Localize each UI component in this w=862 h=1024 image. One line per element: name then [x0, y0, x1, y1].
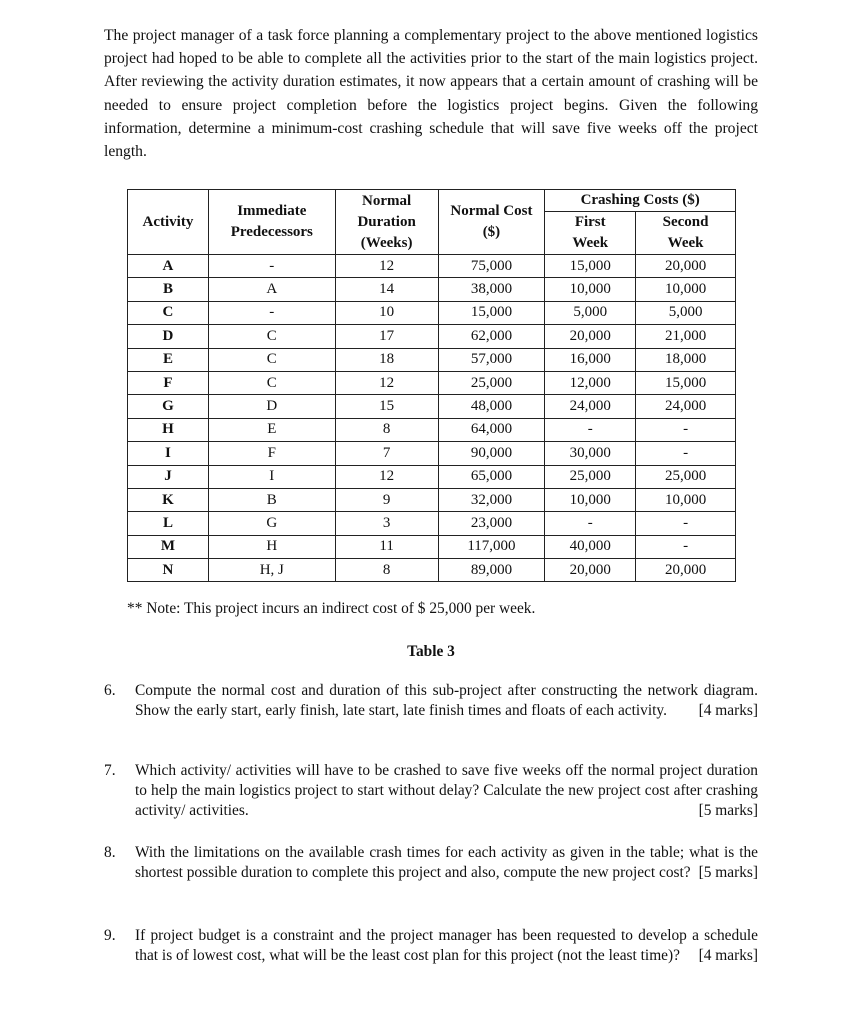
activity-cell: M — [128, 535, 209, 558]
first-week-cost-cell: - — [545, 512, 636, 535]
question-7 — [104, 761, 758, 821]
activity-cell: G — [128, 395, 209, 418]
duration-cell: 14 — [335, 278, 438, 301]
duration-cell: 17 — [335, 325, 438, 348]
second-week-cost-cell: 21,000 — [636, 325, 736, 348]
normal-cost-cell: 23,000 — [438, 512, 545, 535]
predecessor-cell: - — [208, 301, 335, 324]
normal-cost-cell: 38,000 — [438, 278, 545, 301]
duration-cell: 10 — [335, 301, 438, 324]
normal-cost-cell: 117,000 — [438, 535, 545, 558]
normal-cost-cell: 62,000 — [438, 325, 545, 348]
first-week-cost-cell: 20,000 — [545, 325, 636, 348]
duration-cell: 8 — [335, 559, 438, 582]
activity-cell: B — [128, 278, 209, 301]
header-second-line1: Second — [662, 214, 709, 230]
header-predecessors — [208, 190, 335, 255]
header-duration — [335, 190, 438, 255]
predecessor-cell: F — [208, 442, 335, 465]
header-second-line2: Week — [667, 235, 704, 251]
normal-cost-cell: 90,000 — [438, 442, 545, 465]
first-week-cost-cell: 10,000 — [545, 488, 636, 511]
table-row — [128, 488, 736, 511]
first-week-cost-cell: 40,000 — [545, 535, 636, 558]
header-duration-line3: (Weeks) — [360, 234, 413, 251]
duration-cell: 8 — [335, 418, 438, 441]
activity-cell: D — [128, 325, 209, 348]
predecessor-cell: I — [208, 465, 335, 488]
question-marks: [4 marks] — [698, 947, 758, 964]
table-caption: Table 3 — [407, 643, 455, 660]
table-row — [128, 535, 736, 558]
normal-cost-cell: 25,000 — [438, 371, 545, 394]
predecessor-cell: C — [208, 371, 335, 394]
normal-cost-cell: 64,000 — [438, 418, 545, 441]
second-week-cost-cell: 10,000 — [636, 488, 736, 511]
header-cost-line1: Normal Cost — [450, 203, 533, 219]
indirect-cost-note: ** Note: This project incurs an indirect cost of $ 25,000 per week. — [127, 600, 536, 617]
duration-cell: 11 — [335, 535, 438, 558]
table-row — [128, 559, 736, 582]
question-9 — [104, 926, 758, 966]
activity-cell: C — [128, 301, 209, 324]
predecessor-cell: C — [208, 325, 335, 348]
table-row — [128, 348, 736, 371]
duration-cell: 7 — [335, 442, 438, 465]
question-text: Which activity/ activities will have to be crashed to save five weeks off the normal project duration to help the main logistics project to start without delay? Calculate the new project cost after crashing activity/ activities. — [135, 762, 758, 819]
second-week-cost-cell: - — [636, 418, 736, 441]
table-row — [128, 418, 736, 441]
question-8 — [104, 843, 758, 883]
first-week-cost-cell: 15,000 — [545, 255, 636, 278]
activity-cell: K — [128, 488, 209, 511]
activity-cell: J — [128, 465, 209, 488]
duration-cell: 9 — [335, 488, 438, 511]
header-predecessors-line2: Predecessors — [230, 224, 313, 240]
table-row — [128, 465, 736, 488]
question-text: If project budget is a constraint and the project manager has been requested to develop a schedule that is of lowest cost, what will be the least cost plan for this project (not the least time)? — [135, 927, 758, 964]
predecessor-cell: H — [208, 535, 335, 558]
question-text: Compute the normal cost and duration of this sub-project after constructing the network diagram. Show the early start, early finish, late start, late finish times and floats of each activity. — [135, 682, 758, 719]
second-week-cost-cell: 15,000 — [636, 371, 736, 394]
activity-cell: H — [128, 418, 209, 441]
predecessor-cell: H, J — [208, 559, 335, 582]
header-normal-cost — [438, 190, 545, 255]
activity-cell: L — [128, 512, 209, 535]
activity-cell: A — [128, 255, 209, 278]
second-week-cost-cell: 20,000 — [636, 559, 736, 582]
header-duration-line1: Normal — [362, 192, 412, 209]
header-second-week — [636, 212, 736, 255]
second-week-cost-cell: - — [636, 442, 736, 465]
header-first-line1: First — [574, 214, 606, 230]
intro-paragraph: The project manager of a task force planning a complementary project to the above mentioned logistics project had hoped to be able to complete all the activities prior to the start of the main logistics project. After reviewing the activity duration estimates, it now appears that a certain amount of crashing will be needed to ensure project completion before the logistics project begins. Given the following information, determine a minimum-cost crashing schedule that will save five weeks off the project length. — [104, 27, 758, 161]
activity-cell: I — [128, 442, 209, 465]
first-week-cost-cell: 24,000 — [545, 395, 636, 418]
question-number: 8. — [104, 844, 116, 861]
table-header-row — [128, 190, 736, 212]
predecessor-cell: - — [208, 255, 335, 278]
table-row — [128, 371, 736, 394]
header-crashing-costs: Crashing Costs ($) — [545, 190, 736, 212]
header-activity: Activity — [128, 190, 209, 255]
duration-cell: 3 — [335, 512, 438, 535]
second-week-cost-cell: 20,000 — [636, 255, 736, 278]
normal-cost-cell: 57,000 — [438, 348, 545, 371]
table-row — [128, 395, 736, 418]
activity-cell: N — [128, 559, 209, 582]
question-number: 7. — [104, 762, 116, 779]
first-week-cost-cell: 20,000 — [545, 559, 636, 582]
header-first-week — [545, 212, 636, 255]
header-first-line2: Week — [572, 235, 609, 251]
table-row — [128, 325, 736, 348]
second-week-cost-cell: 24,000 — [636, 395, 736, 418]
normal-cost-cell: 48,000 — [438, 395, 545, 418]
first-week-cost-cell: 25,000 — [545, 465, 636, 488]
header-predecessors-line1: Immediate — [237, 203, 307, 219]
normal-cost-cell: 15,000 — [438, 301, 545, 324]
normal-cost-cell: 65,000 — [438, 465, 545, 488]
first-week-cost-cell: 30,000 — [545, 442, 636, 465]
second-week-cost-cell: 18,000 — [636, 348, 736, 371]
activity-cell: E — [128, 348, 209, 371]
question-marks: [4 marks] — [698, 702, 758, 719]
first-week-cost-cell: 5,000 — [545, 301, 636, 324]
header-cost-line2: ($) — [482, 224, 501, 240]
predecessor-cell: G — [208, 512, 335, 535]
table-row — [128, 301, 736, 324]
duration-cell: 12 — [335, 255, 438, 278]
second-week-cost-cell: 25,000 — [636, 465, 736, 488]
predecessor-cell: C — [208, 348, 335, 371]
crashing-table — [127, 189, 736, 582]
predecessor-cell: D — [208, 395, 335, 418]
second-week-cost-cell: 5,000 — [636, 301, 736, 324]
question-number: 6. — [104, 682, 116, 699]
normal-cost-cell: 32,000 — [438, 488, 545, 511]
question-6 — [104, 681, 758, 721]
duration-cell: 12 — [335, 371, 438, 394]
predecessor-cell: A — [208, 278, 335, 301]
first-week-cost-cell: 10,000 — [545, 278, 636, 301]
table-row — [128, 278, 736, 301]
table-row — [128, 255, 736, 278]
normal-cost-cell: 75,000 — [438, 255, 545, 278]
normal-cost-cell: 89,000 — [438, 559, 545, 582]
question-text: With the limitations on the available crash times for each activity as given in the table; what is the shortest possible duration to complete this project and also, compute the new project cost? — [135, 844, 758, 881]
first-week-cost-cell: - — [545, 418, 636, 441]
second-week-cost-cell: - — [636, 535, 736, 558]
predecessor-cell: B — [208, 488, 335, 511]
table-row — [128, 442, 736, 465]
second-week-cost-cell: - — [636, 512, 736, 535]
predecessor-cell: E — [208, 418, 335, 441]
duration-cell: 12 — [335, 465, 438, 488]
first-week-cost-cell: 16,000 — [545, 348, 636, 371]
question-number: 9. — [104, 927, 116, 944]
question-marks: [5 marks] — [698, 802, 758, 819]
header-duration-line2: Duration — [357, 213, 416, 230]
duration-cell: 18 — [335, 348, 438, 371]
question-marks: [5 marks] — [698, 864, 758, 881]
duration-cell: 15 — [335, 395, 438, 418]
first-week-cost-cell: 12,000 — [545, 371, 636, 394]
second-week-cost-cell: 10,000 — [636, 278, 736, 301]
activity-cell: F — [128, 371, 209, 394]
table-row — [128, 512, 736, 535]
